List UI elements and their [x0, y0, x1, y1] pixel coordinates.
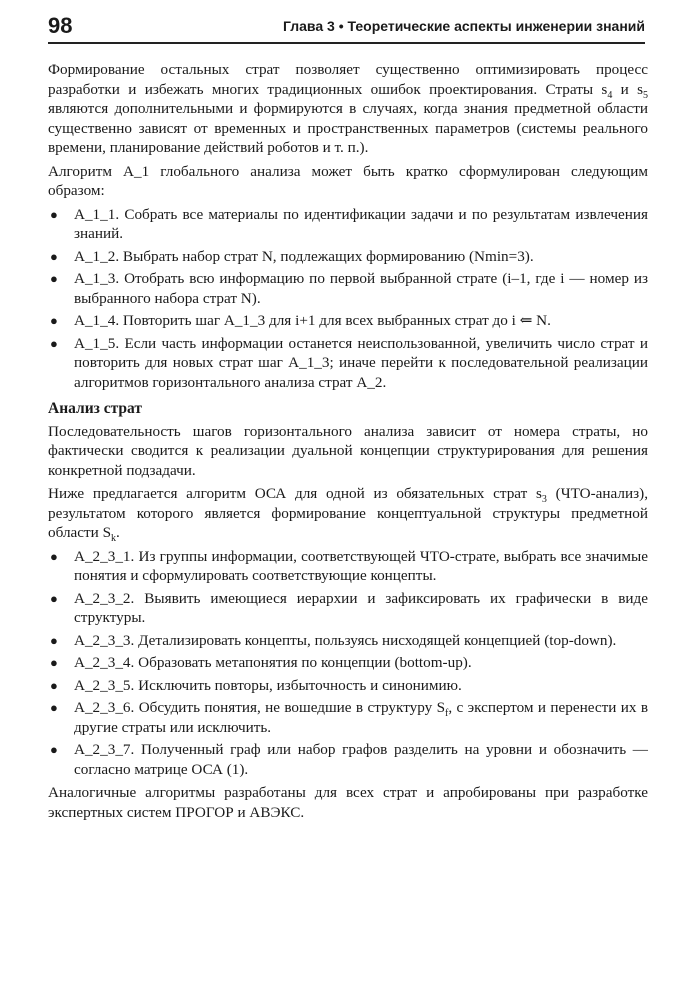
list-item: ● A_1_4. Повторить шаг A_1_3 для i+1 для всех выбранных страт до i ⇐ N. [48, 311, 648, 331]
list-item: ● A_2_3_2. Выявить имеющиеся иерархии и зафиксировать их графически в виде структуры. [48, 589, 648, 628]
page-body [48, 60, 648, 826]
chapter-title: Глава 3 • Теоретические аспекты инженерии знаний [283, 18, 645, 34]
list-item: ● A_2_3_6. Обсудить понятия, не вошедшие в структуру $S_f$, с экспертом и перенести их в другие страты или исключить. [48, 698, 648, 737]
list-item: ● A_1_2. Выбрать набор страт N, подлежащих формированию (Nmin=3). [48, 247, 648, 267]
paragraph-algorithm-a1: Алгоритм A_1 глобального анализа может быть кратко сформулирован следующим образом: [48, 162, 648, 199]
list-item: ● A_2_3_7. Полученный граф или набор графов разделить на уровни и обозначить — согласно матрице ОСА (1). [48, 740, 648, 779]
list-item: ● A_2_3_3. Детализировать концепты, пользуясь нисходящей концепцией (top-down). [48, 631, 648, 651]
paragraph-horizontal-analysis: Последовательность шагов горизонтального анализа зависит от номера страты, но фактически сводится к реализации дуальной концепции структурирования для решения конкретной подзадачи. [48, 422, 648, 479]
paragraph-osa-algorithm: Ниже предлагается алгоритм ОСА для одной из обязательных страт $s_3$ (ЧТО-анализ), результатом которого является формирование концептуальной структуры предметной области $S_k$. [48, 485, 648, 545]
section-heading: Анализ страт [48, 400, 143, 417]
paragraph-strata-formation: Формирование остальных страт позволяет существенно оптимизировать процесс разработки и избежать многих традиционных ошибок проектирования. Страты $s_4$ и $s_5$ являются дополнительными и формируются в случаях, когда знания предметной области существенно зависят от временных и пространственных параметров (системы реального времени, планирование действий роботов и т. п.). [48, 61, 648, 156]
algorithm-a1-steps [48, 205, 648, 393]
list-item: ● A_1_1. Собрать все материалы по идентификации задачи и по результатам извлечения знаний. [48, 205, 648, 244]
algorithm-a23-steps [48, 547, 648, 780]
paragraph-conclusion: Аналогичные алгоритмы разработаны для всех страт и апробированы при разработке экспертных систем ПРОГОР и АВЭКС. [48, 784, 648, 821]
running-header [48, 12, 645, 44]
list-item: ● A_1_3. Отобрать всю информацию по первой выбранной страте (i–1, где i — номер из выбранного набора страт N). [48, 269, 648, 308]
page-number: 98 [48, 13, 73, 38]
list-item: ● A_1_5. Если часть информации останется неиспользованной, увеличить число страт и повторить для новых страт шаг A_1_3; иначе перейти к последовательной реализации алгоритмов горизонтального анализа страт A_2. [48, 334, 648, 393]
list-item: ● A_2_3_4. Образовать метапонятия по концепции (bottom-up). [48, 653, 648, 673]
list-item: ● A_2_3_5. Исключить повторы, избыточность и синонимию. [48, 676, 648, 696]
list-item: ● A_2_3_1. Из группы информации, соответствующей ЧТО-страте, выбрать все значимые понятия и сформулировать соответствующие концепты. [48, 547, 648, 586]
